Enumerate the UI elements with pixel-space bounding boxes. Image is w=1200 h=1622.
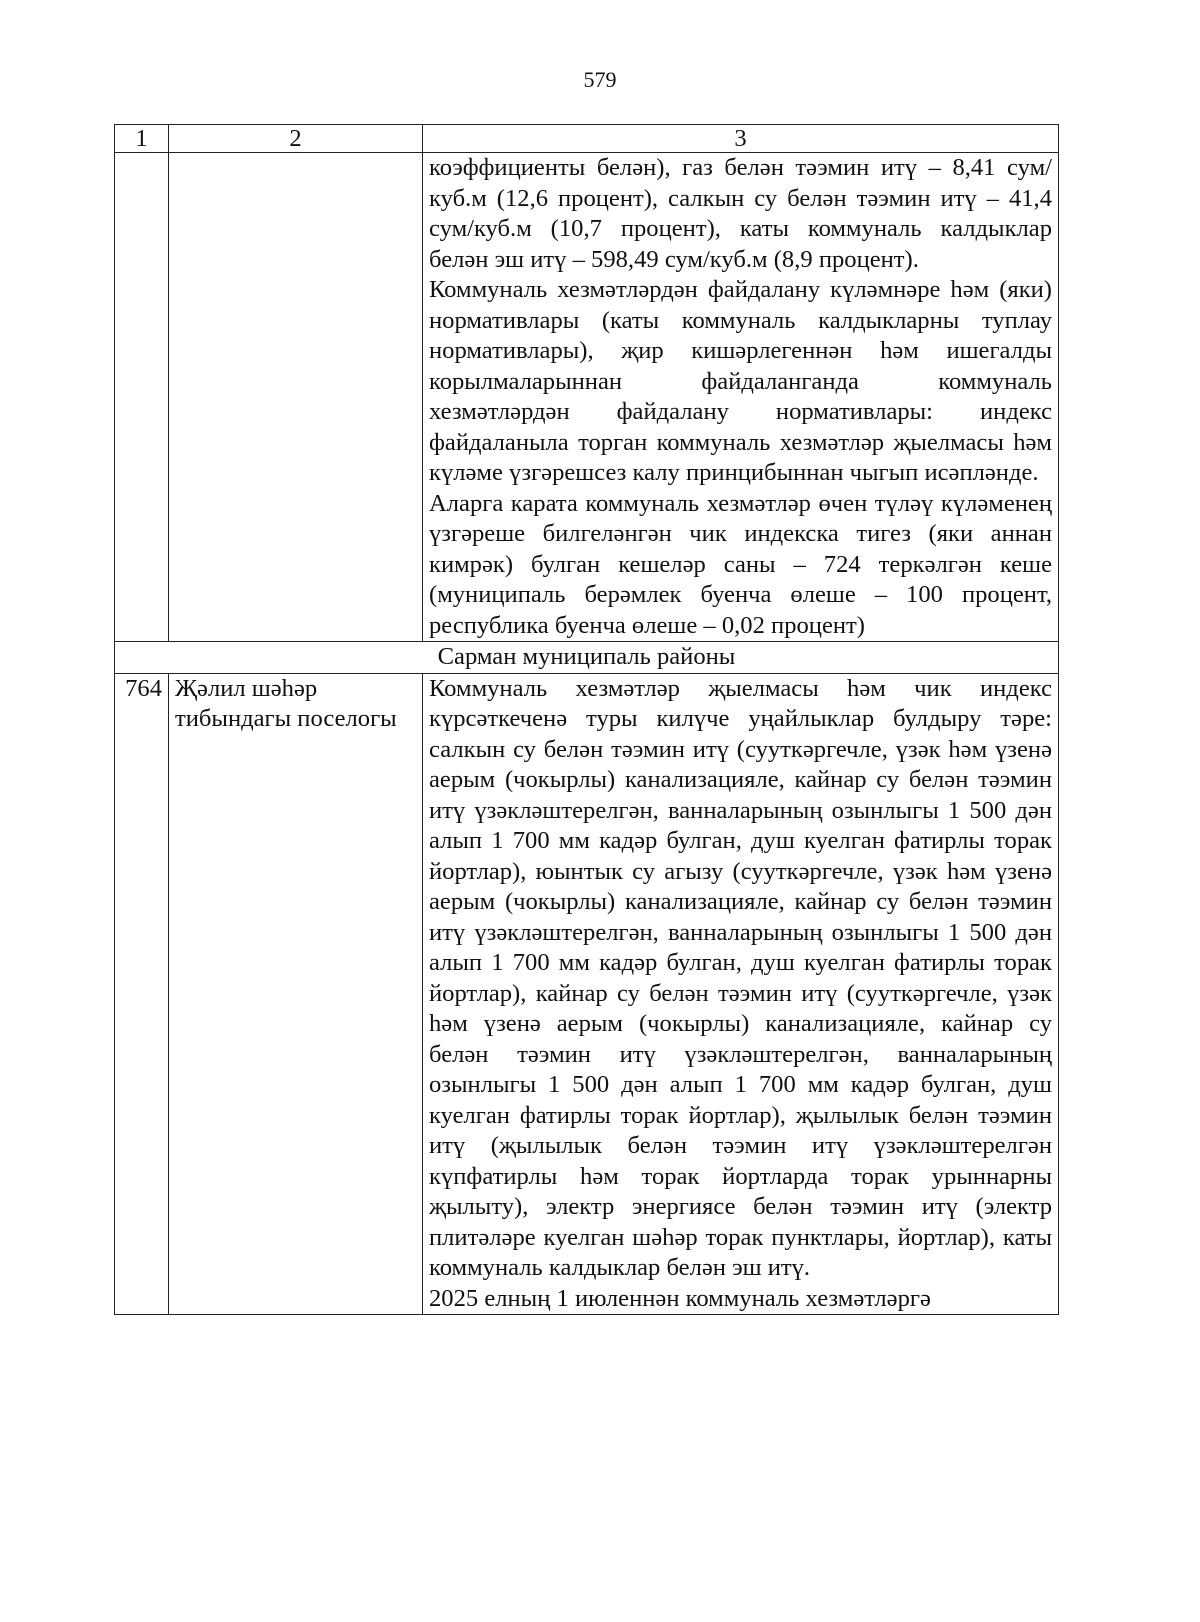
header-col-2: 2 [169, 125, 423, 153]
region-title: Сарман муниципаль районы [115, 642, 1059, 674]
paragraph: Коммуналь хезмәтләрдән файдалану күләмнәре һәм (яки) нормативлары (каты коммуналь калдыкларны туплау нормативлары), җир кишәрлегеннән һәм ишегалды корылмаларыннан файдаланганда коммуналь хезмәтләрдән файдалану нормативлары: индекс файдаланыла торган коммуналь хезмәтләр җыелмасы һәм күләме үзгәрешсез калу принцибыннан чыгып исәпләнде. [429, 276, 1052, 486]
settlement-name-cell: Җәлил шәһәр тибындагы поселогы [169, 673, 423, 1315]
region-header-row [115, 642, 1059, 674]
row-number-cell: 764 [115, 673, 169, 1315]
header-col-1: 1 [115, 125, 169, 153]
table-row-continuation [115, 153, 1059, 642]
description-cell [423, 673, 1059, 1315]
page-number: 579 [583, 67, 617, 92]
document-table [114, 124, 1059, 1315]
paragraph: 2025 елның 1 июленнән коммуналь хезмәтләргә [429, 1284, 931, 1312]
table-header-row [115, 125, 1059, 153]
paragraph: коэффициенты белән), газ белән тәэмин итү – 8,41 сум/куб.м (12,6 процент), салкын су белән тәэмин итү – 41,4 сум/куб.м (10,7 процент), каты коммуналь калдыклар белән эш итү – 598,49 сум/куб.м (8,9 процент). [429, 154, 1052, 273]
paragraph: Аларга карата коммуналь хезмәтләр өчен түләү күләменең үзгәреше билгеләнгән чик индекска тигез (яки аннан кимрәк) булган кешеләр саны – 724 теркәлгән кеше (муниципаль берәмлек буенча өлеше – 100 процент, республика буенча өлеше – 0,02 процент) [429, 489, 1052, 639]
row-number-cell [115, 153, 169, 642]
description-cell [423, 153, 1059, 642]
paragraph: Коммуналь хезмәтләр җыелмасы һәм чик индекс күрсәткеченә туры килүче уңайлыклар булдыру тәре: салкын су белән тәэмин итү (сууткәргечле, үзәк һәм үзенә аерым (чокырлы) канализацияле, кайнар су белән тәэмин итү үзәкләштерелгән, ванналарының озынлыгы 1 500 дән алып 1 700 мм кадәр булган, душ куелган фатирлы торак йортлар), юынтык су агызу (сууткәргечле, үзәк һәм үзенә аерым (чокырлы) канализацияле, кайнар су белән тәэмин итү үзәкләштерелгән, ванналарының озынлыгы 1 500 дән алып 1 700 мм кадәр булган, душ куелган фатирлы торак йортлар), кайнар су белән тәэмин итү (сууткәргечле, үзәк һәм үзенә аерым (чокырлы) канализацияле, кайнар су белән тәэмин итү үзәкләштерелгән, ванналарының озынлыгы 1 500 дән алып 1 700 мм кадәр булган, душ куелган фатирлы торак йортлар), җылылык белән тәэмин итү (җылылык белән тәэмин итү үзәкләштерелгән күпфатирлы һәм торак йортларда торак урыннарны җылыту), электр энергиясе белән тәэмин итү (электр плитәләре куелган шәһәр торак пунктлары, йортлар), каты коммуналь калдыклар белән эш итү. [429, 674, 1052, 1281]
settlement-name-cell [169, 153, 423, 642]
table-row-764 [115, 673, 1059, 1315]
header-col-3: 3 [423, 125, 1059, 153]
